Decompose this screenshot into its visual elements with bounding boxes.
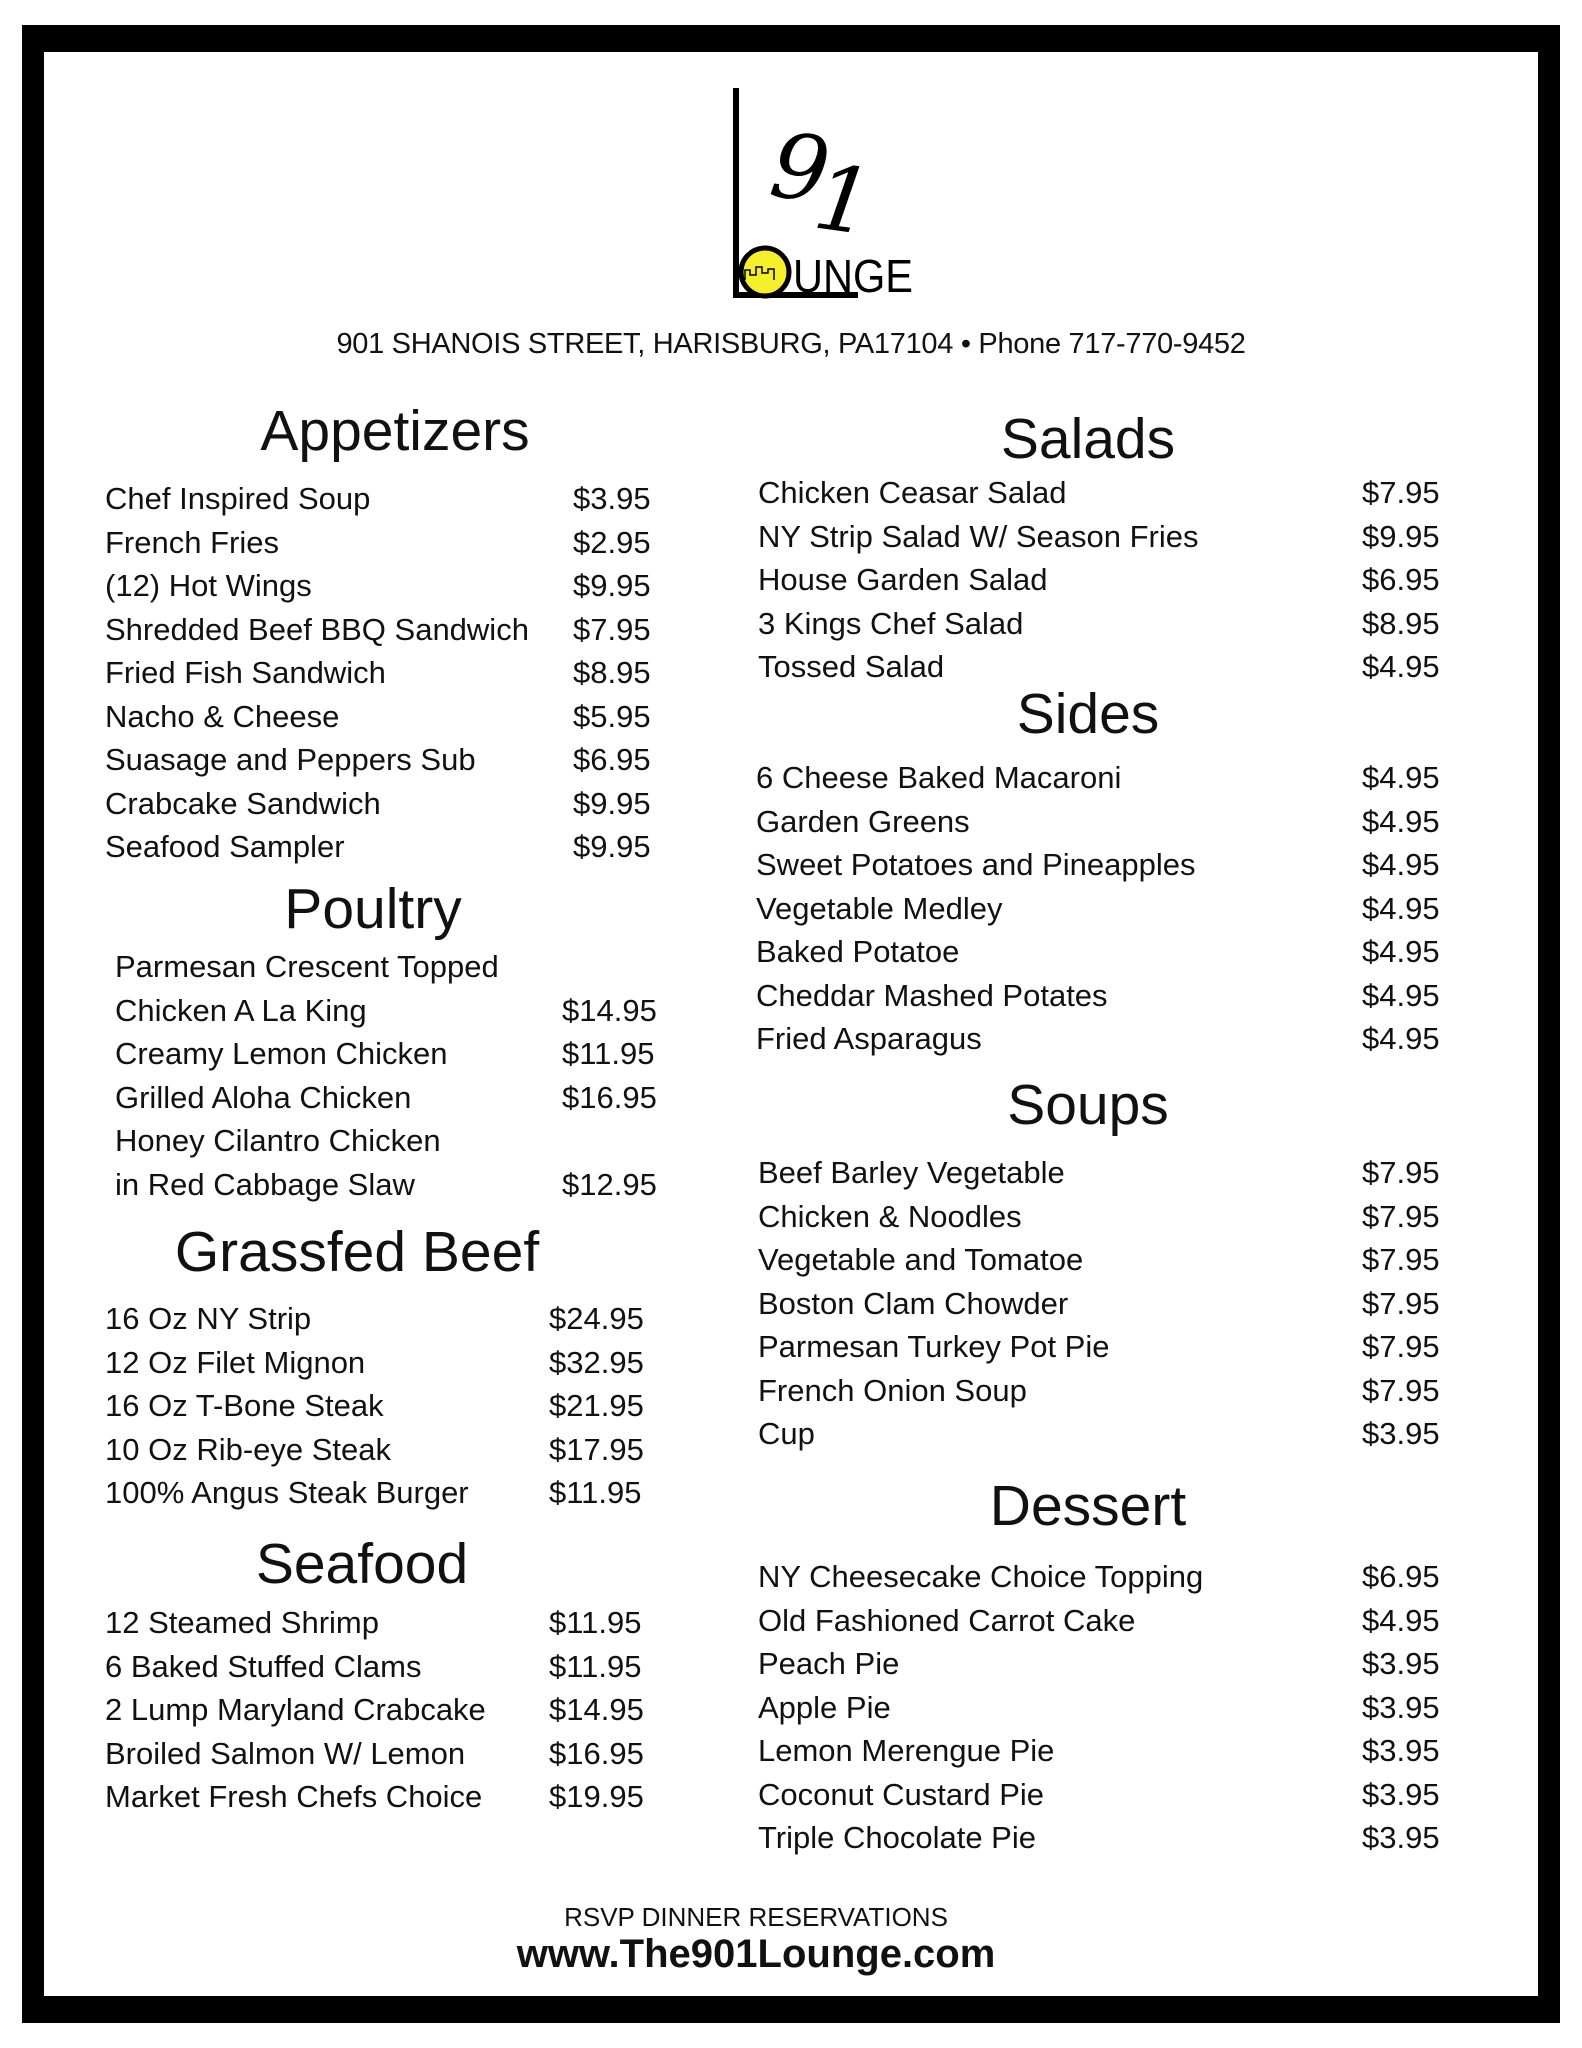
item-price: $11.95 [549,1648,642,1684]
item-price: $2.95 [573,524,651,560]
item-price: $21.95 [549,1388,644,1424]
section-heading-sides: Sides [1016,682,1160,746]
menu-item [758,1195,1440,1239]
menu-item [758,1555,1440,1599]
menu-item [758,1773,1440,1817]
item-name: 12 Steamed Shrimp [105,1605,379,1641]
item-price: $3.95 [1362,1733,1440,1769]
item-price: $4.95 [1362,890,1440,926]
item-name: French Fries [105,524,279,560]
menu-item [105,1601,642,1645]
section-items-seafood [105,1601,644,1819]
item-price: $11.95 [549,1605,642,1641]
item-price: $4.95 [1362,803,1440,839]
menu-item [758,558,1440,602]
menu-item [758,1686,1440,1730]
item-price: $9.95 [573,829,651,865]
item-name: 100% Angus Steak Burger [105,1475,469,1511]
lounge-logo [725,80,925,305]
item-name: Chicken & Noodles [758,1198,1022,1234]
item-name: Peach Pie [758,1646,900,1682]
website-link[interactable]: www.The901Lounge.com [516,1932,996,1976]
item-price: $32.95 [549,1344,644,1380]
section-heading-salads: Salads [1000,407,1176,471]
menu-item [758,1369,1440,1413]
item-name: (12) Hot Wings [105,568,312,604]
item-name: Creamy Lemon Chicken [115,1036,448,1072]
item-name: 2 Lump Maryland Crabcake [105,1692,486,1728]
menu-item [115,1032,655,1076]
menu-item [756,1017,1440,1061]
svg-text:9: 9 [764,112,836,225]
item-name: Chicken Ceasar Salad [758,475,1067,511]
section-items-soups [758,1151,1440,1456]
item-name: Fried Asparagus [756,1021,982,1057]
item-name: 16 Oz T-Bone Steak [105,1388,384,1424]
menu-item [105,1688,644,1732]
item-price: $24.95 [549,1301,644,1337]
item-name: Shredded Beef BBQ Sandwich [105,611,529,647]
item-name: 6 Baked Stuffed Clams [105,1648,422,1684]
menu-item [105,1384,644,1428]
item-name: Chef Inspired Soup [105,481,371,517]
menu-item [758,1151,1440,1195]
item-name: Seafood Sampler [105,829,345,865]
menu-item [115,945,499,989]
menu-item [758,1642,1440,1686]
item-price: $8.95 [573,655,651,691]
menu-item [105,1428,644,1472]
item-name: Sweet Potatoes and Pineapples [756,847,1196,883]
svg-text:1: 1 [807,144,880,257]
item-name: Broiled Salmon W/ Lemon [105,1735,466,1771]
item-price: $7.95 [573,611,651,647]
section-heading-poultry: Poultry [284,877,462,941]
item-name: Cheddar Mashed Potates [756,977,1108,1013]
item-name: 10 Oz Rib-eye Steak [105,1431,392,1467]
item-name: Suasage and Peppers Sub [105,742,476,778]
item-name: 16 Oz NY Strip [105,1301,312,1337]
section-heading-appetizers: Appetizers [260,399,530,463]
menu-item [105,651,651,695]
menu-item [105,782,651,826]
item-price: $14.95 [549,1692,644,1728]
item-price: $3.95 [1362,1689,1440,1725]
item-price: $16.95 [562,1079,657,1115]
menu-item [115,989,657,1033]
section-items-poultry [115,945,657,1206]
item-price: $8.95 [1362,605,1440,641]
item-name: Tossed Salad [758,649,945,685]
item-price: $6.95 [1362,562,1440,598]
section-items-grassfed-beef [105,1297,644,1515]
item-price: $9.95 [1362,518,1440,554]
menu-item [115,1163,657,1207]
item-price: $11.95 [562,1036,655,1072]
item-price: $5.95 [573,698,651,734]
item-price: $3.95 [1362,1646,1440,1682]
item-name: Grilled Aloha Chicken [115,1079,412,1115]
item-name: NY Strip Salad W/ Season Fries [758,518,1199,554]
item-price: $19.95 [549,1779,644,1815]
menu-item [105,1297,644,1341]
item-name: Apple Pie [758,1689,891,1725]
item-price: $6.95 [573,742,651,778]
item-name: Triple Chocolate Pie [758,1820,1036,1856]
item-name: in Red Cabbage Slaw [115,1166,415,1202]
menu-item [758,1729,1440,1773]
menu-item [756,974,1440,1018]
item-price: $7.95 [1362,1198,1440,1234]
item-price: $3.95 [1362,1416,1440,1452]
item-price: $4.95 [1362,1021,1440,1057]
item-price: $11.95 [549,1475,642,1511]
item-name: Baked Potatoe [756,934,960,970]
menu-item [758,1599,1440,1643]
menu-item [756,887,1440,931]
item-price: $14.95 [562,992,657,1028]
item-name: Old Fashioned Carrot Cake [758,1602,1136,1638]
item-name: Vegetable and Tomatoe [758,1242,1084,1278]
item-price: $4.95 [1362,1602,1440,1638]
item-name: Honey Cilantro Chicken [115,1123,441,1159]
menu-item [756,756,1440,800]
address-line: 901 SHANOIS STREET, HARISBURG, PA17104 • Phone 717-770-9452 [336,328,1246,360]
menu-item [758,1325,1440,1369]
section-items-sides [756,756,1440,1061]
item-price: $7.95 [1362,1242,1440,1278]
menu-item [758,1412,1440,1456]
item-name: 3 Kings Chef Salad [758,605,1024,641]
item-price: $4.95 [1362,760,1440,796]
menu-item [756,843,1440,887]
section-heading-dessert: Dessert [989,1474,1187,1538]
menu-item [758,471,1440,515]
item-name: NY Cheesecake Choice Topping [758,1559,1204,1595]
item-name: Garden Greens [756,803,970,839]
item-name: 6 Cheese Baked Macaroni [756,760,1122,796]
menu-item [105,1645,642,1689]
menu-item [115,1076,657,1120]
item-price: $16.95 [549,1735,644,1771]
item-name: Parmesan Turkey Pot Pie [758,1329,1110,1365]
menu-item [756,930,1440,974]
item-name: Chicken A La King [115,992,367,1028]
menu-item [105,1341,644,1385]
section-heading-soups: Soups [1007,1073,1169,1137]
item-price: $7.95 [1362,1372,1440,1408]
menu-item [105,608,651,652]
item-name: Boston Clam Chowder [758,1285,1069,1321]
item-price: $7.95 [1362,1155,1440,1191]
menu-item [105,1775,644,1819]
item-name: Coconut Custard Pie [758,1776,1045,1812]
svg-text:UNGE: UNGE [793,250,913,302]
item-name: Vegetable Medley [756,890,1003,926]
item-price: $3.95 [573,481,651,517]
section-items-dessert [758,1555,1440,1860]
menu-item [758,602,1440,646]
item-name: Crabcake Sandwich [105,785,381,821]
item-name: Parmesan Crescent Topped [115,949,499,985]
item-price: $3.95 [1362,1820,1440,1856]
menu-item [105,695,651,739]
item-name: 12 Oz Filet Mignon [105,1344,366,1380]
item-name: Market Fresh Chefs Choice [105,1779,483,1815]
item-price: $6.95 [1362,1559,1440,1595]
menu-item [105,477,651,521]
section-items-salads [758,471,1440,689]
item-price: $17.95 [549,1431,644,1467]
item-price: $7.95 [1362,1285,1440,1321]
menu-item [105,521,651,565]
item-name: House Garden Salad [758,562,1048,598]
item-price: $3.95 [1362,1776,1440,1812]
item-price: $4.95 [1362,977,1440,1013]
menu-item [105,738,651,782]
menu-item [758,1282,1440,1326]
section-heading-seafood: Seafood [255,1532,469,1596]
rsvp-text: RSVP DINNER RESERVATIONS [564,1902,948,1932]
item-name: French Onion Soup [758,1372,1027,1408]
menu-item [115,1119,499,1163]
item-price: $9.95 [573,568,651,604]
item-price: $9.95 [573,785,651,821]
menu-item [105,1732,644,1776]
item-price: $7.95 [1362,1329,1440,1365]
item-price: $4.95 [1362,934,1440,970]
section-items-appetizers [105,477,651,869]
item-name: Lemon Merengue Pie [758,1733,1055,1769]
menu-item [105,1471,642,1515]
item-name: Fried Fish Sandwich [105,655,386,691]
menu-item [758,1238,1440,1282]
menu-item [105,825,651,869]
item-name: Nacho & Cheese [105,698,340,734]
item-price: $4.95 [1362,847,1440,883]
menu-item [105,564,651,608]
menu-item [756,800,1440,844]
section-heading-grassfed-beef: Grassfed Beef [174,1220,540,1284]
menu-item [758,1816,1440,1860]
item-name: Beef Barley Vegetable [758,1155,1065,1191]
item-price: $4.95 [1362,649,1440,685]
item-price: $12.95 [562,1166,657,1202]
item-price: $7.95 [1362,475,1440,511]
item-name: Cup [758,1416,815,1452]
menu-item [758,515,1440,559]
